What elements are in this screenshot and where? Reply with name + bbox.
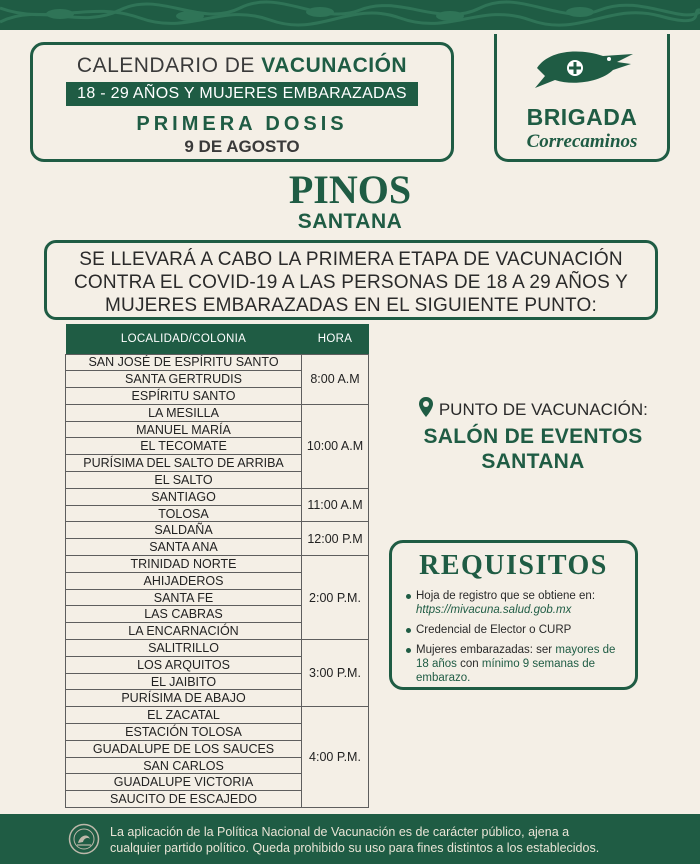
registration-url-link[interactable]: https://mivacuna.salud.gob.mx [416, 604, 572, 616]
map-pin-icon [418, 396, 434, 418]
announcement-line: CONTRA EL COVID-19 A LAS PERSONAS DE 18 A 29 AÑOS Y [73, 272, 629, 293]
brigada-name: BRIGADA [526, 104, 638, 130]
localidad-cell: GUADALUPE VICTORIA [66, 774, 302, 791]
requirements-box [389, 540, 638, 690]
localidad-cell: SANTA ANA [66, 539, 302, 556]
requirement-text: con [460, 658, 479, 670]
localidad-cell: GUADALUPE DE LOS SAUCES [66, 740, 302, 757]
localidad-cell: LOS ARQUITOS [66, 656, 302, 673]
government-seal-icon [68, 823, 100, 855]
roadrunner-logo-icon [529, 42, 641, 98]
localidad-cell: LA MESILLA [66, 404, 302, 421]
announcement-line: MUJERES EMBARAZADAS EN EL SIGUIENTE PUNTO: [105, 295, 597, 316]
vaccination-date: 9 DE AGOSTO [184, 137, 300, 156]
localidad-cell: LAS CABRAS [66, 606, 302, 623]
requirement-item [406, 643, 631, 685]
schedule-header-row [66, 324, 369, 354]
localidad-cell: SALDAÑA [66, 522, 302, 539]
localidad-cell: AHIJADEROS [66, 572, 302, 589]
calendar-title-emphasis: VACUNACIÓN [261, 54, 408, 77]
localidad-cell: SAN JOSÉ DE ESPÍRITU SANTO [66, 354, 302, 371]
hora-cell: 12:00 P.M [302, 522, 369, 556]
localidad-cell: SANTA GERTRUDIS [66, 371, 302, 388]
localidad-cell: TOLOSA [66, 505, 302, 522]
hora-cell: 4:00 P.M. [302, 707, 369, 808]
localidad-cell: LA ENCARNACIÓN [66, 623, 302, 640]
vaccination-point-name-line2: SANTANA [481, 450, 585, 473]
table-row [66, 556, 369, 573]
hora-cell: 10:00 A.M [302, 404, 369, 488]
hora-cell: 2:00 P.M. [302, 556, 369, 640]
localidad-cell: EL SALTO [66, 472, 302, 489]
table-row [66, 522, 369, 539]
table-row [66, 404, 369, 421]
announcement-line: SE LLEVARÁ A CABO LA PRIMERA ETAPA DE VACUNACIÓN [79, 249, 623, 270]
requirement-item [406, 589, 631, 617]
table-row [66, 488, 369, 505]
brigada-subtitle: Correcaminos [526, 131, 638, 152]
localidad-cell: ESPÍRITU SANTO [66, 388, 302, 405]
localidad-cell: SAN CARLOS [66, 757, 302, 774]
vaccination-point-label: PUNTO DE VACUNACIÓN: [438, 400, 648, 419]
locality-title: SANTANA [297, 210, 403, 233]
schedule-body [66, 354, 369, 808]
header-hora: HORA [302, 324, 369, 354]
requirement-highlight: mayores de 18 años [416, 644, 616, 670]
requirements-list [406, 589, 631, 691]
hora-cell: 11:00 A.M [302, 488, 369, 522]
age-group-band: 18 - 29 AÑOS Y MUJERES EMBARAZADAS [66, 82, 418, 106]
table-row [66, 640, 369, 657]
localidad-cell: SANTA FE [66, 589, 302, 606]
vaccination-point-name [388, 424, 678, 474]
table-row [66, 707, 369, 724]
hora-cell: 8:00 A.M [302, 354, 369, 404]
localidad-cell: SANTIAGO [66, 488, 302, 505]
localidad-cell: SAUCITO DE ESCAJEDO [66, 791, 302, 808]
requirement-text: Hoja de registro que se obtiene en: [416, 590, 596, 602]
requirements-title: REQUISITOS [419, 550, 608, 581]
brigada-logo-box [494, 34, 670, 162]
announcement-box [44, 240, 658, 320]
localidad-cell: SALITRILLO [66, 640, 302, 657]
hora-cell: 3:00 P.M. [302, 640, 369, 707]
footer-legal-text [110, 824, 670, 856]
requirement-text: Credencial de Elector o CURP [416, 624, 572, 636]
footer-line: cualquier partido político. Queda prohibido su uso para fines distintos a los establecidos. [110, 841, 600, 855]
localidad-cell: EL JAIBITO [66, 673, 302, 690]
requirement-text: Mujeres embarazadas: ser [416, 644, 553, 656]
localidad-cell: PURÍSIMA DE ABAJO [66, 690, 302, 707]
localidad-cell: MANUEL MARÍA [66, 421, 302, 438]
localidad-cell: EL ZACATAL [66, 707, 302, 724]
vaccination-point-name-line1: SALÓN DE EVENTOS [423, 425, 643, 448]
calendar-header-box [30, 42, 454, 162]
localidad-cell: PURÍSIMA DEL SALTO DE ARRIBA [66, 455, 302, 472]
calendar-title [33, 54, 451, 78]
requirement-item [406, 623, 631, 637]
header-localidad: LOCALIDAD/COLONIA [66, 324, 302, 354]
localidad-cell: EL TECOMATE [66, 438, 302, 455]
dose-label: PRIMERA DOSIS [136, 113, 348, 135]
localidad-cell: ESTACIÓN TOLOSA [66, 724, 302, 741]
vaccination-point-label-row [388, 396, 678, 420]
requirement-highlight: mínimo 9 semanas de embarazo. [416, 658, 596, 684]
schedule-table [65, 324, 369, 808]
localidad-cell: TRINIDAD NORTE [66, 556, 302, 573]
ornament-pattern-icon [0, 0, 700, 30]
footer-line: La aplicación de la Política Nacional de Vacunación es de carácter público, ajena a [110, 825, 570, 839]
top-decorative-band [0, 0, 700, 30]
calendar-title-prefix: CALENDARIO DE [76, 54, 255, 77]
footer [0, 814, 700, 864]
municipality-title: PINOS [288, 167, 412, 212]
vaccination-point [388, 396, 678, 474]
table-row [66, 354, 369, 371]
